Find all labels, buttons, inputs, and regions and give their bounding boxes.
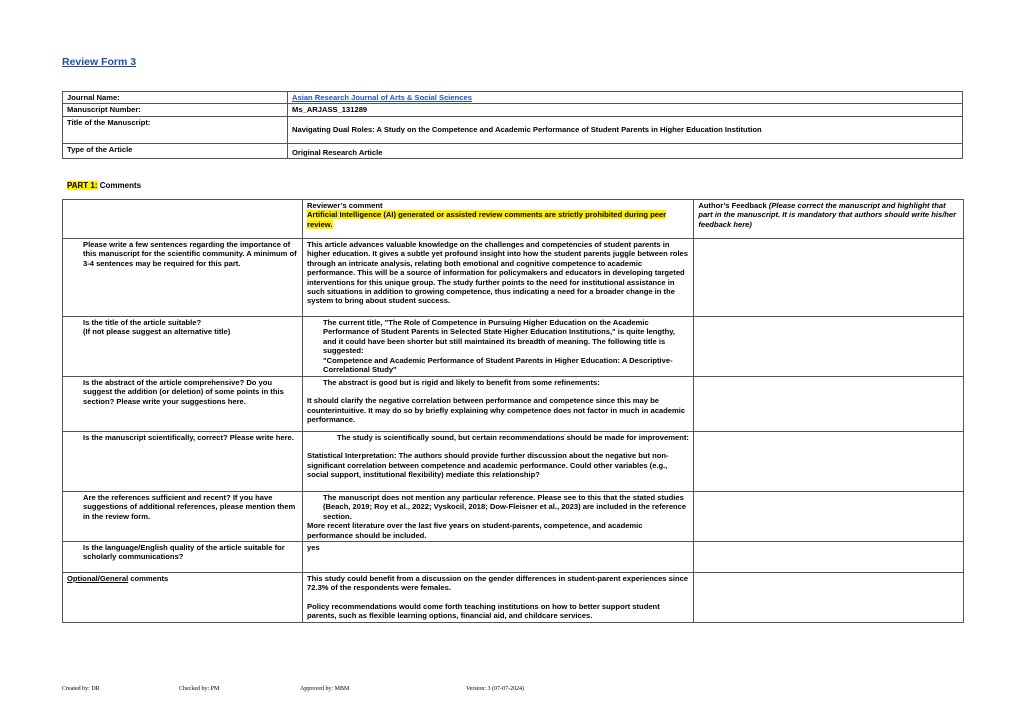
table-row (63, 239, 964, 317)
form-title: Review Form 3 (62, 56, 137, 68)
table-row (63, 492, 964, 542)
answer-paragraph: Statistical Interpretation: The authors should provide further discussion about the negative but non-significant correlation between competence and academic performance. Could other variables (e.g., social support, institutional flexibility) mediate this relationship? (307, 451, 669, 480)
answer-cell (303, 317, 694, 377)
table-row (63, 317, 964, 377)
optional-comments-label (63, 573, 303, 623)
table-row (63, 104, 963, 116)
author-feedback-cell[interactable] (694, 317, 964, 377)
journal-label: Journal Name: (63, 92, 288, 104)
question-cell: Is the abstract of the article comprehensive? Do you suggest the addition (or deletion) of some points in this section? Please write your suggestions here. (63, 377, 303, 432)
footer-version: Version: 3 (07-07-2024) (466, 686, 524, 692)
table-row (63, 573, 964, 623)
author-feedback-label: Author’s Feedback (698, 201, 767, 210)
answer-cell (303, 573, 694, 623)
answer-paragraph: More recent literature over the last five years on student-parents, competence, and academic performance should be included. (307, 521, 643, 540)
author-feedback-cell[interactable] (694, 542, 964, 573)
reviewer-comment-label: Reviewer’s comment (307, 201, 383, 210)
table-header-row (63, 200, 964, 239)
question-cell: Is the title of the article suitable? (If not please suggest an alternative title) (63, 317, 303, 377)
manuscript-number-value: Ms_ARJASS_131289 (288, 104, 963, 116)
optional-label-underlined: Optional/General (67, 574, 129, 584)
question-cell: Are the references sufficient and recent? If you have suggestions of additional references, please mention them in the review form. (63, 492, 303, 542)
footer-approved: Approved by: MBM (300, 686, 350, 692)
table-row (63, 377, 964, 432)
part1-label: Comments (99, 181, 142, 190)
question-cell: Is the language/English quality of the article suitable for scholarly communications? (63, 542, 303, 573)
answer-cell (303, 432, 694, 492)
answer-paragraph: "Competence and Academic Performance of Student Parents in Higher Education: A Descriptive-Correlational Study" (323, 355, 673, 375)
answer-paragraph: The abstract is good but is rigid and likely to benefit from some refinements: (323, 378, 600, 387)
header-empty-cell (63, 200, 303, 239)
title-label: Title of the Manuscript: (63, 116, 288, 143)
answer-paragraph: The manuscript does not mention any particular reference. Please see to this that the stated studies (Beach, 2019; Roy et al., 2022; Vyskocil, 2018; Dow-Fleisner et al., 2023) are included in the reference section. (323, 493, 687, 521)
answer-paragraph: This study could benefit from a discussion on the gender differences in student-parent experiences since 72.3% of the respondents were females. (307, 574, 689, 593)
question-cell: Is the manuscript scientifically, correct? Please write here. (63, 432, 303, 492)
table-row (63, 92, 963, 104)
answer-cell (303, 377, 694, 432)
answer-paragraph: It should clarify the negative correlation between performance and competence since this may be counterintuitive. It may do so by briefly explaining why competence does not factor in much in academic performance. (307, 396, 686, 425)
author-feedback-cell[interactable] (694, 492, 964, 542)
footer-created: Created by: DR (62, 686, 100, 692)
part1-prefix: PART 1: (67, 181, 98, 190)
table-row (63, 542, 964, 573)
table-row (63, 143, 963, 158)
answer-cell: yes (303, 542, 694, 573)
journal-link[interactable]: Asian Research Journal of Arts & Social Sciences (292, 93, 472, 102)
reviewer-comment-header (303, 200, 694, 239)
manuscript-number-label: Manuscript Number: (63, 104, 288, 116)
author-feedback-cell[interactable] (694, 377, 964, 432)
question-cell: Please write a few sentences regarding the importance of this manuscript for the scientific community. A minimum of 3-4 sentences may be required for this part. (63, 239, 303, 317)
footer-checked: Checked by: PM (179, 686, 220, 692)
answer-paragraph: The current title, "The Role of Competence in Pursuing Higher Education on the Academic Performance of Student Parents in Selected State Higher Education Institutions," is quite lengthy, and it could have been shorter but still maintained its breadth of meaning. The following title is suggested: (323, 318, 675, 356)
part1-heading (67, 181, 141, 190)
type-label: Type of the Article (63, 143, 288, 158)
answer-cell: This article advances valuable knowledge on the challenges and competencies of student parents in higher education. It gives a subtle yet profound insight into how the student parents juggle between roles through an intricate analysis, relating both emotional and cognitive competence to academic performance. This will be a source of information for policymakers and educators in developing targeted interventions for this unique group. The study further points to the need for institutional assistance in such situations in addition to growing competence, thus indicating a need for a broader change in the system to bring about student success. (303, 239, 694, 317)
type-value: Original Research Article (288, 143, 963, 158)
comments-table (62, 199, 964, 623)
table-row (63, 432, 964, 492)
manuscript-info-table (62, 91, 963, 159)
author-feedback-header (694, 200, 964, 239)
answer-cell (303, 492, 694, 542)
answer-paragraph: Policy recommendations would come forth teaching institutions on how to better support student parents, such as flexible learning options, financial aid, and childcare services. (307, 601, 660, 621)
optional-label-rest: comments (128, 574, 169, 584)
author-feedback-cell[interactable] (694, 239, 964, 317)
author-feedback-note: (Please correct the manuscript and highlight that part in the manuscript. It is mandatory that authors should write his/her feedback here) (698, 201, 957, 229)
journal-value-cell (288, 92, 963, 104)
title-value: Navigating Dual Roles: A Study on the Competence and Academic Performance of Student Parents in Higher Education Institution (288, 116, 963, 143)
author-feedback-cell[interactable] (694, 573, 964, 623)
ai-notice: Artificial Intelligence (AI) generated or assisted review comments are strictly prohibited during peer review. (307, 210, 667, 229)
answer-paragraph: The study is scientifically sound, but certain recommendations should be made for improvement: (337, 433, 689, 442)
table-row (63, 116, 963, 143)
author-feedback-cell[interactable] (694, 432, 964, 492)
